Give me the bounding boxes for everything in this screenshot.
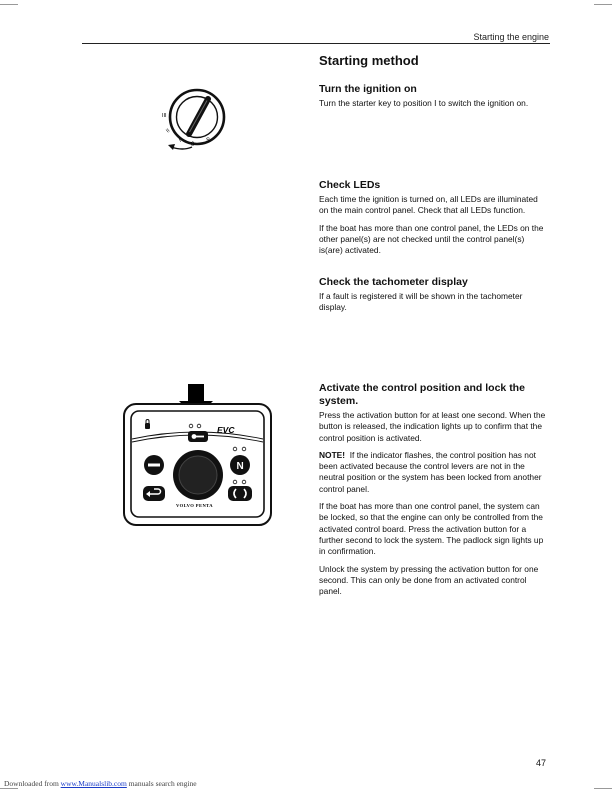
- download-footer: [4, 779, 197, 788]
- section-heading: Activate the control position and lock the system.: [319, 382, 525, 407]
- padlock-icon: [145, 423, 150, 429]
- section-paragraph: If the boat has more than one control panel, the LEDs on the other panel(s) are not checked until the control panel(s) is(are) activated.: [319, 222, 544, 256]
- section-heading: Check LEDs: [319, 179, 381, 191]
- ignition-label-s: S: [206, 138, 211, 144]
- evc-logo: EVC: [217, 425, 235, 435]
- footer-prefix: Downloaded from: [4, 779, 61, 788]
- section-paragraph: Press the activation button for at least one second. When the button is released, the indication lights up to confirm that the control position is activated.: [319, 410, 546, 443]
- control-panel-figure: [122, 382, 274, 528]
- footer-suffix: manuals search engine: [126, 779, 197, 788]
- note-text: If the indicator flashes, the control position has not been activated because the control levers are not in the neutral position or the system has been locked from another control panel.: [319, 449, 542, 494]
- ignition-arrow-head: [168, 144, 175, 150]
- section-paragraph: Turn the starter key to position I to switch the ignition on.: [319, 98, 529, 108]
- section-tachometer: [319, 276, 547, 320]
- section-check-leds: [319, 179, 547, 262]
- section-ignition: [319, 83, 547, 115]
- sync-button[interactable]: [228, 486, 252, 501]
- crop-mark: [594, 4, 612, 5]
- note-label: NOTE!: [319, 449, 346, 460]
- section-heading: Check the tachometer display: [319, 276, 468, 288]
- ignition-label-i: I: [178, 137, 183, 145]
- section-paragraph: If the boat has more than one control panel, the system can be locked, so that the engine can only be controlled from the activated control board. Press the activation button for a further second to lock the system. The padlock sign lights up in confirmation.: [319, 501, 544, 557]
- section-paragraph: Unlock the system by pressing the activation button for one second. This can only be done from an activated control panel.: [319, 563, 539, 597]
- ignition-turn-arrow: [171, 147, 192, 149]
- note-paragraph: [319, 450, 547, 495]
- ignition-label-ii: II: [165, 127, 172, 135]
- neutral-label: N: [236, 461, 244, 472]
- section-paragraph: If a fault is registered it will be shown in the tachometer display.: [319, 291, 523, 313]
- minus-icon: [148, 464, 160, 467]
- manualslib-link[interactable]: www.Manualslib.com: [60, 779, 127, 788]
- ignition-label-0: 0: [191, 142, 195, 148]
- page-title: Starting method: [319, 53, 419, 68]
- crop-mark: [0, 4, 18, 5]
- crop-mark: [594, 788, 612, 789]
- header-rule: [82, 43, 550, 44]
- key-icon-shaft: [196, 436, 204, 438]
- key-icon: [192, 434, 197, 439]
- ignition-label-iii: III: [162, 113, 167, 119]
- page-number: 47: [536, 758, 547, 768]
- maker-logo: VOLVO PENTA: [176, 503, 214, 508]
- crop-mark: [0, 788, 18, 789]
- section-paragraph: Each time the ignition is turned on, all LEDs are illuminated on the main control panel. Check that all LEDs function.: [319, 194, 538, 216]
- ignition-switch-figure: [155, 85, 237, 159]
- section-heading: Turn the ignition on: [319, 83, 417, 95]
- joystick-knob[interactable]: [179, 456, 217, 494]
- section-activate: [319, 382, 547, 603]
- running-head: Starting the engine: [473, 32, 549, 42]
